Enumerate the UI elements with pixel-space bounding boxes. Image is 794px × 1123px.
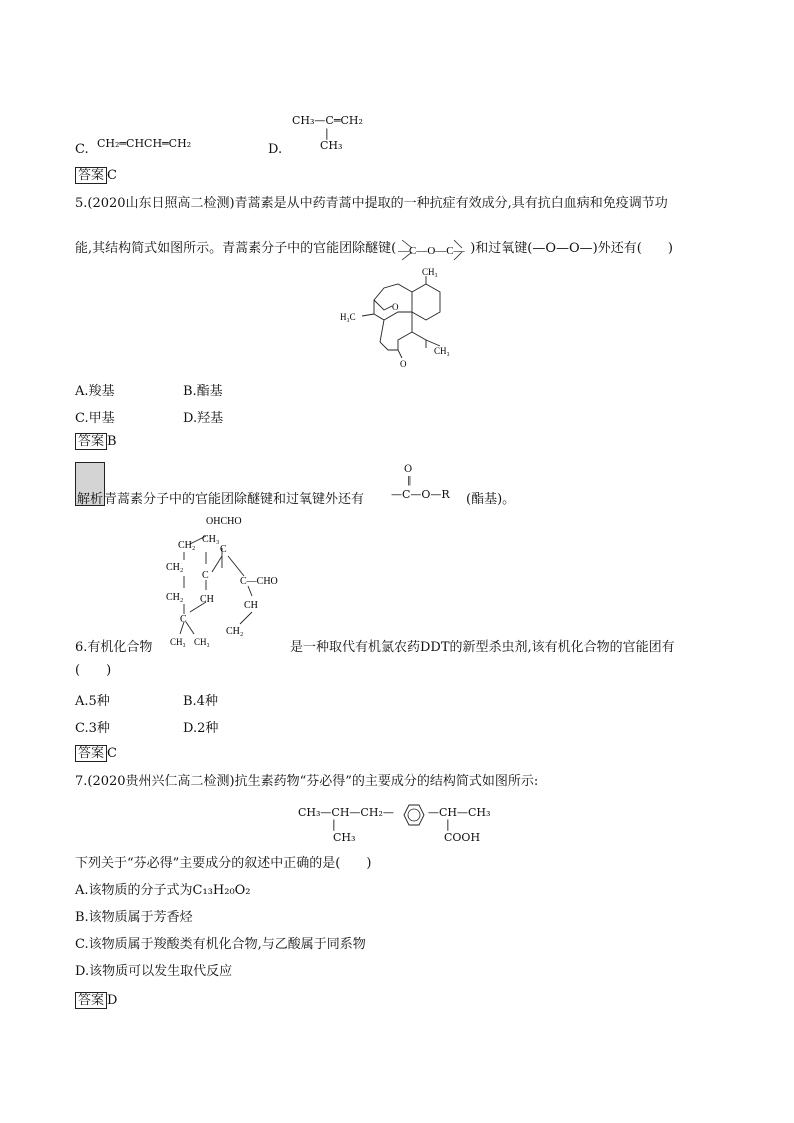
q5-option-a: A.羧基 bbox=[75, 384, 115, 399]
q7-option-d: D.该物质可以发生取代反应 bbox=[75, 964, 233, 979]
q4-option-d-label: D. bbox=[268, 142, 283, 157]
q6-option-d: D.2种 bbox=[183, 721, 219, 736]
q7-struct-right: —CH—CH₃ bbox=[428, 806, 491, 819]
q5-ester-o: O bbox=[404, 464, 413, 475]
answer-badge: 答案 bbox=[75, 433, 107, 450]
q6-ch3-c: CH₃ bbox=[194, 637, 210, 647]
q7-struct-left-sub: CH₃ bbox=[333, 831, 356, 844]
q5-option-d: D.羟基 bbox=[183, 411, 224, 426]
q6-ch2-b: CH₂ bbox=[166, 562, 184, 573]
q5-ester-formula: —C—O—R bbox=[391, 488, 450, 501]
q7-struct-right-sub: COOH bbox=[444, 831, 481, 844]
q7-struct-left-bond: | bbox=[332, 818, 336, 831]
q7-answer bbox=[75, 992, 117, 1010]
answer-value: D bbox=[107, 993, 118, 1008]
q6-ohcho: OHCHO bbox=[206, 516, 242, 527]
answer-value: C bbox=[107, 168, 117, 183]
q5-option-b: B.酯基 bbox=[183, 384, 223, 399]
answer-badge: 答案 bbox=[75, 167, 107, 184]
q4-option-d-formula-top: CH₃—C═CH₂ bbox=[292, 114, 363, 127]
q5-answer bbox=[75, 433, 117, 451]
q7-stem: 7.(2020贵州兴仁高二检测)抗生素药物“芬必得”的主要成分的结构简式如图所示: bbox=[75, 774, 539, 789]
q6-stem-c: ( ) bbox=[75, 663, 112, 678]
q6-stem-a: 6.有机化合物 bbox=[75, 640, 153, 655]
answer-badge: 答案 bbox=[75, 992, 107, 1009]
q6-c-cho: C—CHO bbox=[240, 576, 278, 587]
answer-badge: 答案 bbox=[75, 745, 107, 762]
answer-value: B bbox=[107, 434, 117, 449]
q7-struct-right-bond: | bbox=[446, 818, 450, 831]
q4-option-d-bond: | bbox=[325, 127, 329, 140]
q6-ch2-c: CH₂ bbox=[166, 592, 184, 603]
q6-c-c: C bbox=[180, 614, 187, 625]
q5-o-ring: O bbox=[392, 302, 399, 312]
q6-ch3-a: CH₃ bbox=[202, 534, 220, 545]
q5-option-c: C.甲基 bbox=[75, 411, 115, 426]
q6-option-b: B.4种 bbox=[183, 694, 218, 709]
q7-option-b: B.该物质属于芳香烃 bbox=[75, 910, 193, 925]
q6-stem-b: 是一种取代有机氯农药DDT的新型杀虫剂,该有机化合物的官能团有 bbox=[290, 640, 675, 655]
q6-option-a: A.5种 bbox=[75, 694, 110, 709]
q6-c-a: C bbox=[220, 544, 227, 555]
q6-ch-b: CH bbox=[244, 600, 258, 611]
q5-stem-line2-a: 能,其结构简式如图所示。青蒿素分子中的官能团除醚键( bbox=[75, 241, 397, 256]
q6-ch-a: CH bbox=[200, 594, 214, 605]
q6-structure bbox=[160, 512, 300, 652]
q5-stem-line1: 5.(2020山东日照高二检测)青蒿素是从中药青蒿中提取的一种抗症有效成分,具有抗白血病和免疫调节功 bbox=[75, 196, 668, 211]
q5-ch3-right: CH₃ bbox=[434, 346, 450, 356]
q7-struct-left: CH₃—CH—CH₂— bbox=[298, 806, 394, 819]
q4-option-c-formula: CH₂═CHCH═CH₂ bbox=[97, 137, 192, 150]
q7-option-a: A.该物质的分子式为C₁₃H₂₀O₂ bbox=[75, 883, 251, 898]
q5-analysis-text: 青蒿素分子中的官能团除醚键和过氧键外还有 bbox=[104, 492, 365, 507]
q5-ch3-top: CH₃ bbox=[422, 267, 438, 277]
q6-ch2-d: CH₂ bbox=[226, 626, 244, 637]
q5-h3c-left: H₃C bbox=[340, 312, 356, 322]
answer-value: C bbox=[107, 746, 117, 761]
q4-answer bbox=[75, 167, 117, 185]
q7-question: 下列关于“芬必得”主要成分的叙述中正确的是( ) bbox=[75, 856, 372, 871]
q7-option-c: C.该物质属于羧酸类有机化合物,与乙酸属于同系物 bbox=[75, 937, 366, 952]
q5-structure bbox=[338, 262, 468, 372]
q6-ch2-a: CH₂ bbox=[178, 540, 196, 551]
q5-stem-line2 bbox=[75, 240, 673, 258]
q5-analysis-tail: (酯基)。 bbox=[466, 492, 516, 507]
q5-stem-line2-b: )和过氧键(—O—O—)外还有( ) bbox=[470, 241, 673, 256]
q6-ch3-b: CH₃ bbox=[170, 637, 186, 647]
q4-option-c-label: C. bbox=[75, 142, 89, 157]
q6-option-c: C.3种 bbox=[75, 721, 110, 736]
q5-ester-double: ‖ bbox=[407, 476, 412, 486]
q4-option-d-formula-bottom: CH₃ bbox=[320, 139, 343, 152]
analysis-badge: 解析 bbox=[77, 492, 104, 507]
ether-formula: —C—O—C— bbox=[398, 245, 465, 257]
q6-answer bbox=[75, 745, 117, 763]
q5-o-bottom: O bbox=[400, 359, 407, 369]
q7-benzene-ring bbox=[396, 800, 432, 830]
q6-c-b: C bbox=[202, 570, 209, 581]
